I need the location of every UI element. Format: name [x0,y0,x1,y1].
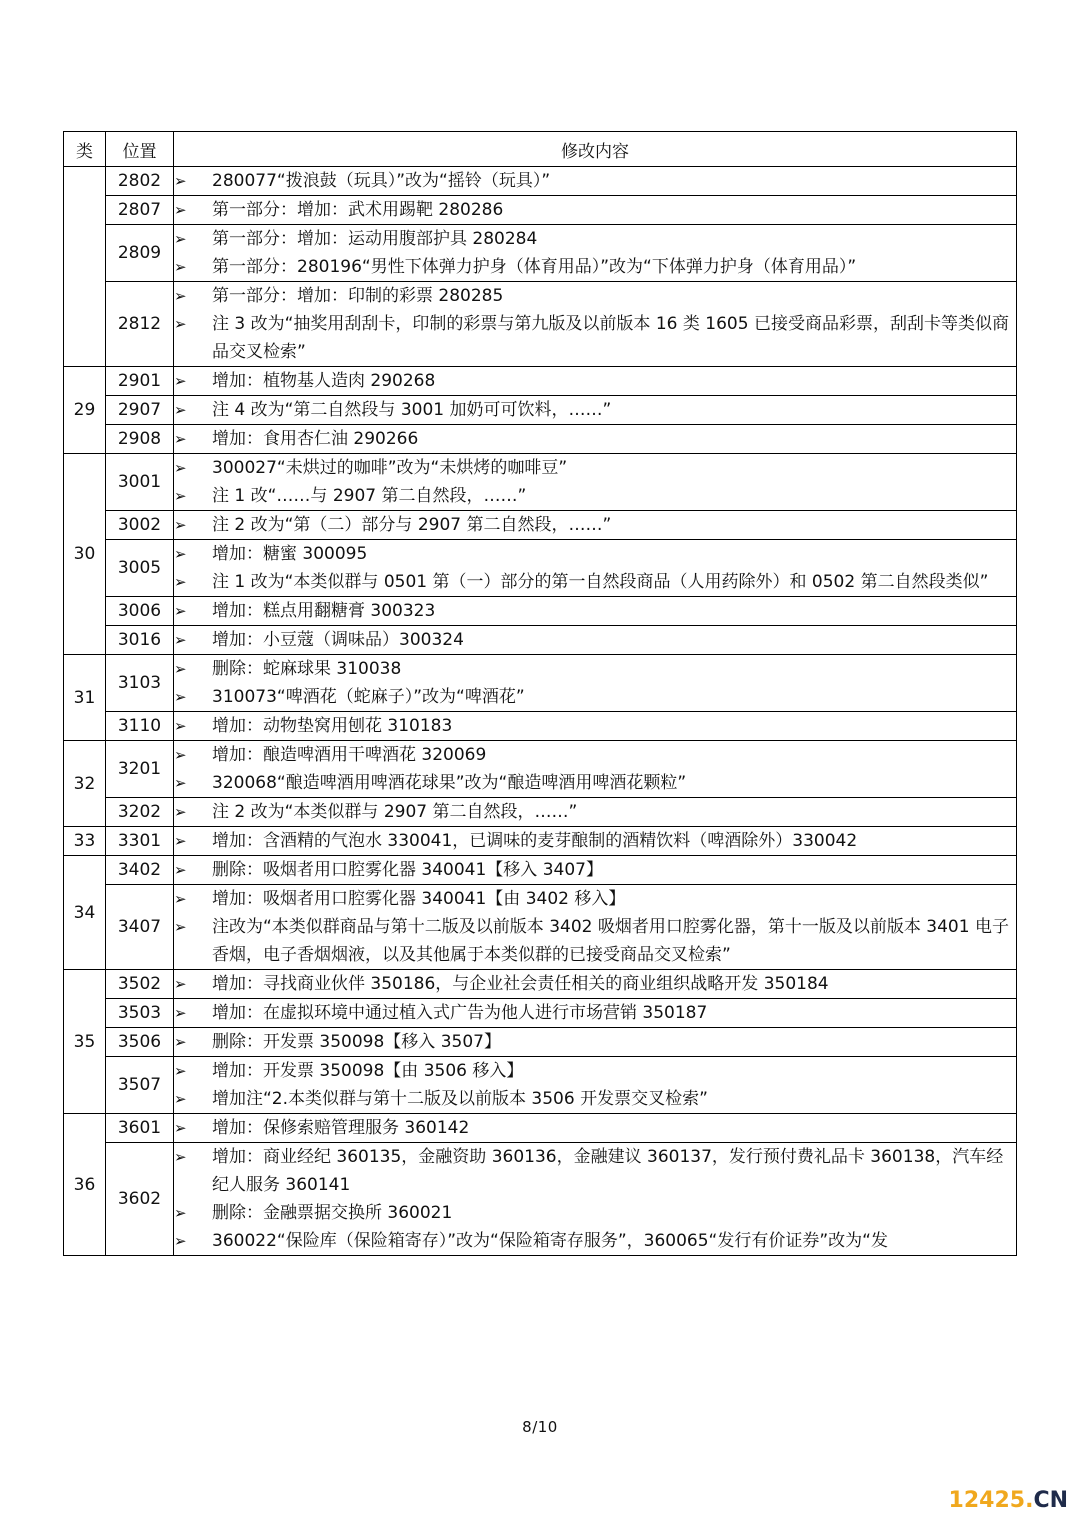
position-cell: 3201 [106,741,174,798]
list-item [174,167,1016,195]
item-text: 第一部分：增加：印制的彩票 280285 [212,286,504,306]
item-text: 注 4 改为“第二自然段与 3001 加奶可可饮料，……” [212,400,612,420]
list-item [174,282,1016,310]
item-text: 第一部分：增加：运动用腹部护具 280284 [212,229,538,249]
position-cell: 3016 [106,626,174,655]
item-text: 增加：吸烟者用口腔雾化器 340041【由 3402 移入】 [212,889,626,909]
arrow-bullet-icon: ➢ [174,631,187,649]
position-cell: 2907 [106,396,174,425]
position-cell: 2807 [106,196,174,225]
item-text: 360022“保险库（保险箱寄存）”改为“保险箱寄存服务”，360065“发行有价证券”改为“发 [212,1231,888,1251]
item-text: 删除：金融票据交换所 360021 [212,1203,453,1223]
item-text: 注改为“本类似群商品与第十二版及以前版本 3402 吸烟者用口腔雾化器，第十一版及以前版本 3401 电子香烟，电子香烟烟液，以及其他属于本类似群的已接受商品交叉检索” [212,917,1009,965]
table-row [64,511,1017,540]
item-text: 增加：植物基人造肉 290268 [212,371,436,391]
table-row [64,425,1017,454]
category-cell: 31 [64,655,106,741]
position-cell: 3103 [106,655,174,712]
position-cell: 2812 [106,282,174,367]
amendment-table [63,131,1017,1256]
content-cell [174,798,1017,827]
arrow-bullet-icon: ➢ [174,545,187,563]
arrow-bullet-icon: ➢ [174,774,187,792]
item-text: 第一部分：增加：武术用踢靶 280286 [212,200,504,220]
arrow-bullet-icon: ➢ [174,201,187,219]
list-item [174,568,1016,596]
position-cell: 3110 [106,712,174,741]
content-cell [174,999,1017,1028]
arrow-bullet-icon: ➢ [174,890,187,908]
table-row [64,1143,1017,1256]
position-cell: 3402 [106,856,174,885]
item-text: 增加：含酒精的气泡水 330041，已调味的麦芽酿制的酒精饮料（啤酒除外）330042 [212,831,858,851]
list-item [174,827,1016,855]
arrow-bullet-icon: ➢ [174,832,187,850]
position-cell: 3407 [106,885,174,970]
position-cell: 3005 [106,540,174,597]
table-row [64,626,1017,655]
item-text: 注 2 改为“本类似群与 2907 第二自然段，……” [212,802,578,822]
position-cell: 3507 [106,1057,174,1114]
position-cell: 2908 [106,425,174,454]
table-row [64,225,1017,282]
arrow-bullet-icon: ➢ [174,746,187,764]
arrow-bullet-icon: ➢ [174,660,187,678]
table-row [64,741,1017,798]
list-item [174,999,1016,1027]
category-cell: 32 [64,741,106,827]
list-item [174,454,1016,482]
arrow-bullet-icon: ➢ [174,516,187,534]
content-cell [174,741,1017,798]
list-item [174,1085,1016,1113]
list-item [174,856,1016,884]
content-cell [174,827,1017,856]
list-item [174,482,1016,510]
position-cell: 3002 [106,511,174,540]
item-text: 增加：动物垫窝用刨花 310183 [212,716,453,736]
item-text: 310073“啤酒花（蛇麻子）”改为“啤酒花” [212,687,525,707]
item-text: 注 2 改为“第（二）部分与 2907 第二自然段，……” [212,515,612,535]
category-cell [64,167,106,367]
arrow-bullet-icon: ➢ [174,459,187,477]
content-cell [174,367,1017,396]
item-text: 注 3 改为“抽奖用刮刮卡，印制的彩票与第九版及以前版本 16 类 1605 已接受商品彩票，刮刮卡等类似商品交叉检索” [212,314,1009,362]
content-cell [174,597,1017,626]
item-text: 删除：开发票 350098【移入 3507】 [212,1032,501,1052]
category-cell: 29 [64,367,106,454]
item-text: 删除：蛇麻球果 310038 [212,659,402,679]
header-content: 修改内容 [174,132,1017,167]
table-row [64,396,1017,425]
list-item [174,913,1016,969]
position-cell: 3006 [106,597,174,626]
content-cell [174,282,1017,367]
position-cell: 3202 [106,798,174,827]
position-cell: 3503 [106,999,174,1028]
header-category: 类 [64,132,106,167]
content-cell [174,856,1017,885]
position-cell: 2901 [106,367,174,396]
table-row [64,454,1017,511]
list-item [174,885,1016,913]
header-position: 位置 [106,132,174,167]
content-cell [174,1114,1017,1143]
arrow-bullet-icon: ➢ [174,1090,187,1108]
category-cell: 35 [64,970,106,1114]
table-body [64,167,1017,1256]
arrow-bullet-icon: ➢ [174,258,187,276]
table-row [64,597,1017,626]
list-item [174,741,1016,769]
list-item [174,683,1016,711]
table-row [64,999,1017,1028]
item-text: 增加：开发票 350098【由 3506 移入】 [212,1061,524,1081]
content-cell [174,225,1017,282]
arrow-bullet-icon: ➢ [174,287,187,305]
item-text: 增加注“2.本类似群与第十二版及以前版本 3506 开发票交叉检索” [212,1089,708,1109]
arrow-bullet-icon: ➢ [174,717,187,735]
arrow-bullet-icon: ➢ [174,918,187,936]
table-row [64,1028,1017,1057]
content-cell [174,885,1017,970]
item-text: 增加：酿造啤酒用干啤酒花 320069 [212,745,487,765]
category-cell: 33 [64,827,106,856]
item-text: 注 1 改“……与 2907 第二自然段，……” [212,486,527,506]
arrow-bullet-icon: ➢ [174,315,187,333]
watermark-number: 12425 [948,1488,1026,1513]
position-cell: 3301 [106,827,174,856]
table-row [64,655,1017,712]
arrow-bullet-icon: ➢ [174,1004,187,1022]
table-row [64,167,1017,196]
content-cell [174,196,1017,225]
list-item [174,597,1016,625]
item-text: 删除：吸烟者用口腔雾化器 340041【移入 3407】 [212,860,603,880]
table-header-row [64,132,1017,167]
table-row [64,367,1017,396]
list-item [174,253,1016,281]
content-cell [174,425,1017,454]
content-cell [174,970,1017,999]
list-item [174,1028,1016,1056]
content-cell [174,540,1017,597]
content-cell [174,1028,1017,1057]
table-row [64,712,1017,741]
list-item [174,310,1016,366]
list-item [174,769,1016,797]
list-item [174,511,1016,539]
arrow-bullet-icon: ➢ [174,1204,187,1222]
table-row [64,1057,1017,1114]
position-cell: 2809 [106,225,174,282]
content-cell [174,167,1017,196]
content-cell [174,1057,1017,1114]
arrow-bullet-icon: ➢ [174,1062,187,1080]
content-cell [174,626,1017,655]
arrow-bullet-icon: ➢ [174,487,187,505]
page-number: 8/10 [522,1418,558,1436]
arrow-bullet-icon: ➢ [174,803,187,821]
item-text: 增加：在虚拟环境中通过植入式广告为他人进行市场营销 350187 [212,1003,708,1023]
table-row [64,798,1017,827]
item-text: 280077“拨浪鼓（玩具）”改为“摇铃（玩具）” [212,171,551,191]
content-cell [174,511,1017,540]
item-text: 320068“酿造啤酒用啤酒花球果”改为“酿造啤酒用啤酒花颗粒” [212,773,687,793]
arrow-bullet-icon: ➢ [174,1148,187,1166]
arrow-bullet-icon: ➢ [174,975,187,993]
table-row [64,827,1017,856]
category-cell: 36 [64,1114,106,1256]
content-cell [174,1143,1017,1256]
arrow-bullet-icon: ➢ [174,430,187,448]
list-item [174,425,1016,453]
item-text: 增加：寻找商业伙伴 350186，与企业社会责任相关的商业组织战略开发 350184 [212,974,829,994]
category-cell: 30 [64,454,106,655]
arrow-bullet-icon: ➢ [174,1232,187,1250]
item-text: 增加：食用杏仁油 290266 [212,429,419,449]
position-cell: 3601 [106,1114,174,1143]
list-item [174,626,1016,654]
item-text: 300027“未烘过的咖啡”改为“未烘烤的咖啡豆” [212,458,568,478]
list-item [174,540,1016,568]
position-cell: 3506 [106,1028,174,1057]
list-item [174,225,1016,253]
arrow-bullet-icon: ➢ [174,372,187,390]
position-cell: 2802 [106,167,174,196]
item-text: 增加：商业经纪 360135，金融资助 360136，金融建议 360137，发行预付费礼品卡 360138，汽车经纪人服务 360141 [212,1147,1004,1195]
table-row [64,856,1017,885]
table-row [64,196,1017,225]
position-cell: 3502 [106,970,174,999]
arrow-bullet-icon: ➢ [174,172,187,190]
arrow-bullet-icon: ➢ [174,688,187,706]
list-item [174,367,1016,395]
content-cell [174,712,1017,741]
item-text: 增加：保修索赔管理服务 360142 [212,1118,470,1138]
list-item [174,712,1016,740]
list-item [174,1057,1016,1085]
table-row [64,970,1017,999]
arrow-bullet-icon: ➢ [174,401,187,419]
item-text: 增加：糖蜜 300095 [212,544,368,564]
table-row [64,540,1017,597]
table-row [64,885,1017,970]
list-item [174,196,1016,224]
content-cell [174,655,1017,712]
item-text: 第一部分：280196“男性下体弹力护身（体育用品）”改为“下体弹力护身（体育用品）” [212,257,857,277]
list-item [174,798,1016,826]
list-item [174,970,1016,998]
arrow-bullet-icon: ➢ [174,230,187,248]
arrow-bullet-icon: ➢ [174,573,187,591]
list-item [174,1114,1016,1142]
list-item [174,1143,1016,1199]
site-watermark-logo [949,1488,1068,1513]
position-cell: 3602 [106,1143,174,1256]
arrow-bullet-icon: ➢ [174,861,187,879]
arrow-bullet-icon: ➢ [174,602,187,620]
arrow-bullet-icon: ➢ [174,1119,187,1137]
list-item [174,655,1016,683]
content-cell [174,454,1017,511]
watermark-tld: CN [1033,1488,1068,1513]
watermark-dot: . [1025,1488,1034,1513]
item-text: 注 1 改为“本类似群与 0501 第（一）部分的第一自然段商品（人用药除外）和 0502 第二自然段类似” [212,572,989,592]
list-item [174,1199,1016,1227]
content-cell [174,396,1017,425]
list-item [174,396,1016,424]
arrow-bullet-icon: ➢ [174,1033,187,1051]
table-row [64,282,1017,367]
item-text: 增加：小豆蔻（调味品）300324 [212,630,464,650]
position-cell: 3001 [106,454,174,511]
list-item [174,1227,1016,1255]
item-text: 增加：糕点用翻糖膏 300323 [212,601,436,621]
category-cell: 34 [64,856,106,970]
table-row [64,1114,1017,1143]
